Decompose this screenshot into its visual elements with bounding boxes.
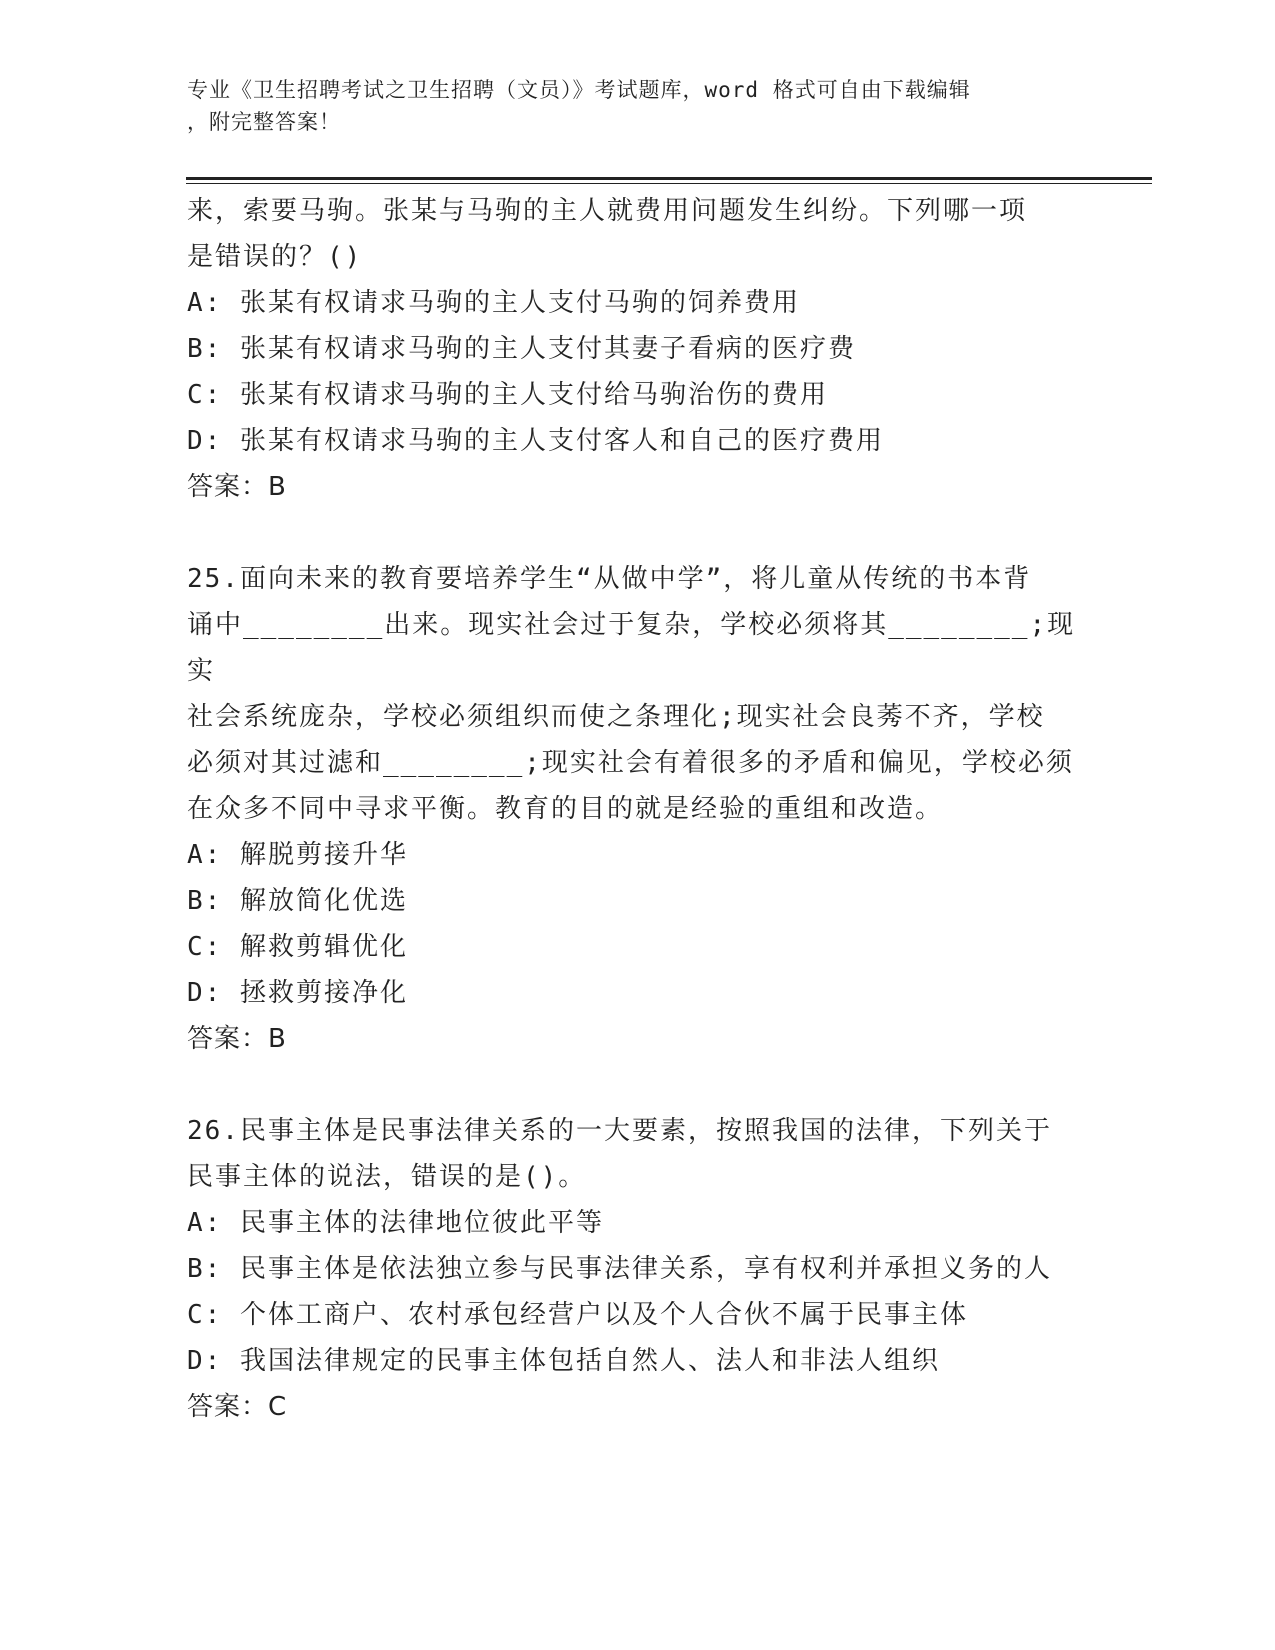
header-title-line1: 专业《卫生招聘考试之卫生招聘（文员）》考试题库，word 格式可自由下载编辑 (187, 78, 971, 102)
option-a: A: 民事主体的法律地位彼此平等 (187, 1208, 604, 1238)
option-a: A: 解脱剪接升华 (187, 840, 408, 870)
option-a: A: 张某有权请求马驹的主人支付马驹的饲养费用 (187, 288, 800, 318)
question-stem-line: 26.民事主体是民事法律关系的一大要素，按照我国的法律，下列关于 (187, 1116, 1052, 1146)
header-title-line2: ，附完整答案！ (187, 110, 341, 134)
answer-label: 答案：C (187, 1392, 288, 1422)
option-b: B: 民事主体是依法独立参与民事法律关系，享有权利并承担义务的人 (187, 1254, 1052, 1284)
question-stem-line: 必须对其过滤和________;现实社会有着很多的矛盾和偏见，学校必须 (187, 748, 1074, 778)
header-divider-thick (186, 177, 1152, 180)
answer-label: 答案：B (187, 472, 287, 502)
option-d: D: 张某有权请求马驹的主人支付客人和自己的医疗费用 (187, 426, 884, 456)
question-stem-line: 社会系统庞杂，学校必须组织而使之条理化;现实社会良莠不齐，学校 (187, 702, 1045, 732)
document-header (187, 74, 1067, 138)
header-divider-thin (186, 183, 1152, 184)
option-c: C: 个体工商户、农村承包经营户以及个人合伙不属于民事主体 (187, 1300, 968, 1330)
option-b: B: 解放简化优选 (187, 886, 408, 916)
question-stem-line: 在众多不同中寻求平衡。教育的目的就是经验的重组和改造。 (187, 794, 944, 824)
question-stem-line: 是错误的？() (187, 242, 363, 272)
spacer (187, 1062, 1087, 1108)
question-24 (187, 188, 1087, 510)
spacer (187, 510, 1087, 556)
question-stem-line: 25.面向未来的教育要培养学生“从做中学”，将儿童从传统的书本背 (187, 564, 1032, 594)
option-d: D: 我国法律规定的民事主体包括自然人、法人和非法人组织 (187, 1346, 940, 1376)
option-c: C: 解救剪辑优化 (187, 932, 408, 962)
question-stem-line: 民事主体的说法，错误的是()。 (187, 1162, 587, 1192)
option-d: D: 拯救剪接净化 (187, 978, 408, 1008)
question-list (187, 188, 1087, 1430)
option-b: B: 张某有权请求马驹的主人支付其妻子看病的医疗费 (187, 334, 856, 364)
answer-label: 答案：B (187, 1024, 287, 1054)
question-26 (187, 1108, 1087, 1430)
question-stem-line: 诵中________出来。现实社会过于复杂，学校必须将其________;现实 (187, 610, 1076, 686)
option-c: C: 张某有权请求马驹的主人支付给马驹治伤的费用 (187, 380, 828, 410)
question-25 (187, 556, 1087, 1062)
question-stem-line: 来，索要马驹。张某与马驹的主人就费用问题发生纠纷。下列哪一项 (187, 196, 1028, 226)
